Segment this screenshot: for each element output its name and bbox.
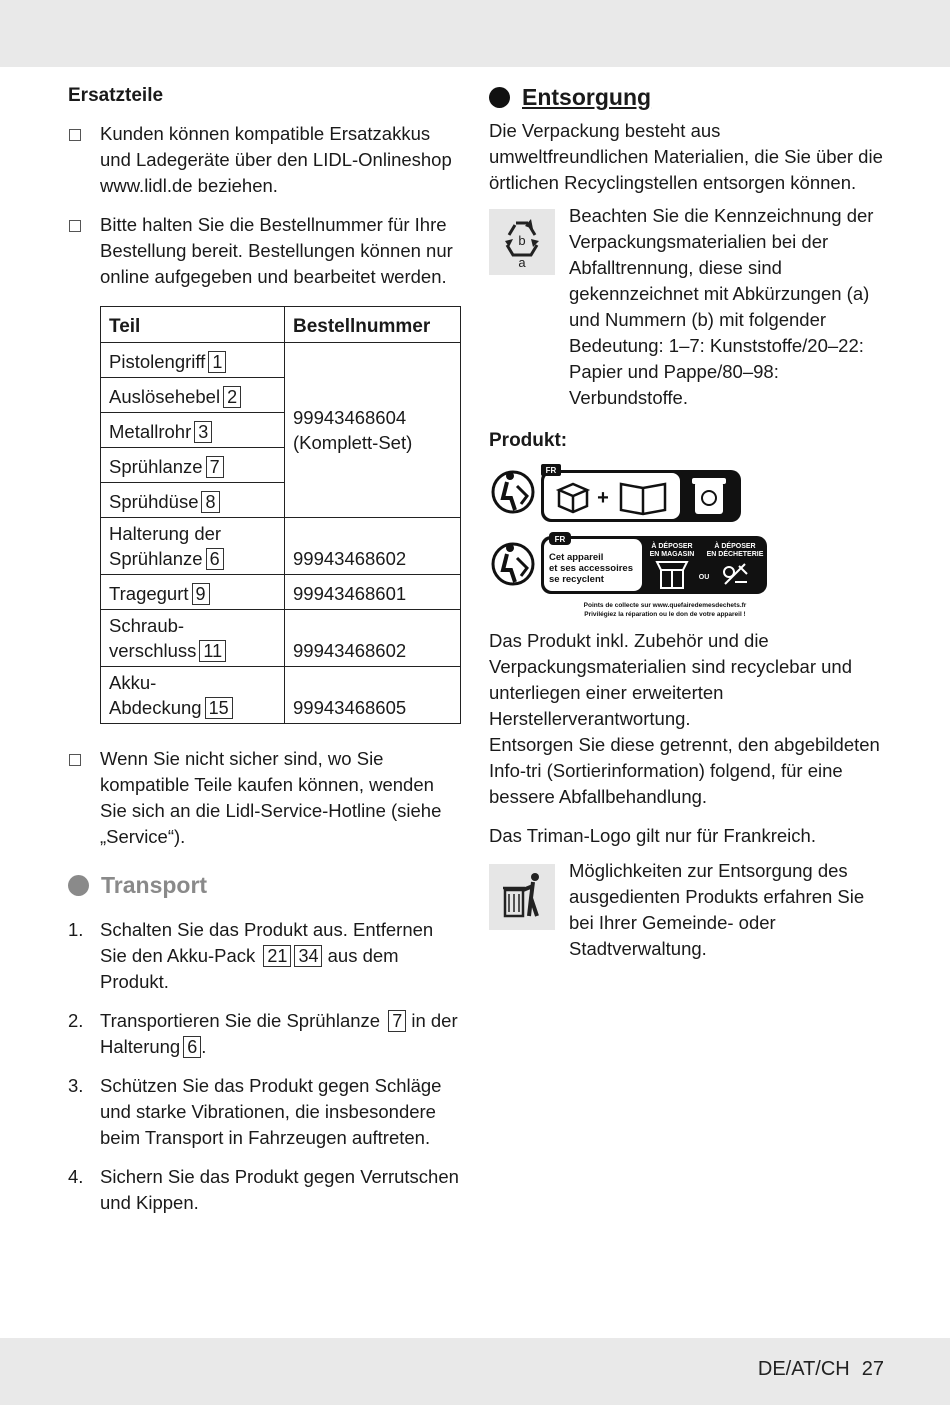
list-item	[68, 121, 463, 199]
disposal-authority-text: Möglichkeiten zur Entsorgung des ausgedienten Produkts erfahren Sie bei Ihrer Gemeinde- oder Stadtverwaltung.	[569, 860, 865, 959]
bullet-text: Kunden können kompatible Ersatzakkus und Ladegeräte über den LIDL-Onlineshop www.lidl.de beziehen.	[100, 123, 452, 196]
svg-text:FR: FR	[554, 535, 566, 544]
svg-text:a: a	[518, 255, 526, 270]
list-item	[68, 212, 463, 290]
recycling-bin-icon	[692, 478, 726, 514]
produkt-heading: Produkt:	[489, 430, 568, 451]
table-cell-part: Tragegurt 9	[101, 575, 285, 610]
column-header-part: Teil	[101, 307, 285, 343]
reference-badge: 15	[205, 697, 233, 719]
svg-text:Points de collecte sur www.que: Points de collecte sur www.quefairedemesdechets.fr	[583, 602, 747, 609]
svg-text:À DÉPOSER: À DÉPOSER	[651, 543, 693, 550]
list-item: 4. Sichern Sie das Produkt gegen Verrutschen und Kippen.	[68, 1166, 459, 1213]
reference-badge: 7	[206, 456, 224, 478]
column-header-order-number: Bestellnummer	[285, 307, 461, 343]
table-row	[101, 343, 461, 378]
table-cell-order-number: 99943468604 (Komplett-Set)	[285, 343, 461, 518]
section-title: Entsorgung	[522, 84, 652, 110]
reference-badge: 3	[194, 421, 212, 443]
section-title: Transport	[101, 872, 208, 898]
reference-badge: 1	[208, 351, 226, 373]
reference-badge: 2	[223, 386, 241, 408]
spare-parts-table	[100, 306, 461, 724]
right-column	[489, 84, 884, 962]
table-cell-order-number: 99943468602	[285, 610, 461, 667]
crossed-bin-info	[489, 860, 884, 962]
svg-text:et ses accessoires: et ses accessoires	[549, 563, 633, 574]
ersatzteile-heading: Ersatzteile	[68, 85, 164, 106]
step-number: 2.	[68, 1010, 84, 1031]
reference-badge: 7	[388, 1010, 406, 1032]
triman-note: Das Triman-Logo gilt nur für Frankreich.	[489, 825, 816, 846]
checkbox-bullet-icon	[69, 754, 81, 766]
svg-text:À DÉPOSER: À DÉPOSER	[714, 543, 756, 550]
table-cell-part: Pistolengriff 1	[101, 343, 285, 378]
table-cell-part: Sprühdüse 8	[101, 483, 285, 518]
bullet-text: Wenn Sie nicht sicher sind, wo Sie kompatible Teile kaufen können, wenden Sie sich an die Lidl-Service-Hotline (siehe „Service“).	[100, 748, 442, 847]
product-sorting-text: Entsorgen Sie diese getrennt, den abgebildeten Info-tri (Sortierinformation) folgend, für eine bessere Abfallbehandlung.	[489, 734, 880, 807]
list-item: 3. Schützen Sie das Produkt gegen Schläge und starke Vibrationen, die insbesondere beim Transport in Fahrzeugen auftreten.	[68, 1075, 442, 1148]
triman-product-logo	[489, 532, 779, 622]
table-row	[101, 518, 461, 575]
list-item: 2. Transportieren Sie die Sprühlanze 7 in der Halterung 6 .	[68, 1010, 458, 1057]
checkbox-bullet-icon	[69, 220, 81, 232]
table-row	[101, 575, 461, 610]
disposal-intro: Die Verpackung besteht aus umweltfreundlichen Materialien, die Sie über die örtlichen Recyclingstellen entsorgen können.	[489, 120, 883, 193]
header-band	[0, 0, 950, 67]
reference-badge: 34	[294, 945, 322, 967]
triman-figure-icon	[493, 544, 533, 584]
triman-figure-icon	[493, 472, 533, 512]
recycling-text: Beachten Sie die Kennzeichnung der Verpackungsmaterialien bei der Abfalltrennung, diese sind gekennzeichnet mit Abkürzungen (a) und Nummern (b) mit folgender Bedeutung: 1–7: Kunststoffe/20–22: Papier und Pappe/80–98: Verbundstoffe.	[569, 205, 874, 408]
reference-badge: 11	[199, 640, 226, 662]
entsorgung-section-heading	[489, 84, 884, 111]
table-cell-order-number: 99943468602	[285, 518, 461, 575]
svg-text:Privilégiez la réparation ou l: Privilégiez la réparation ou le don de votre appareil !	[584, 611, 746, 618]
svg-text:FR: FR	[545, 466, 557, 475]
svg-text:EN MAGASIN: EN MAGASIN	[649, 551, 695, 558]
section-dot-icon	[489, 87, 510, 108]
table-cell-part: Halterung der Sprühlanze 6	[101, 518, 285, 575]
table-cell-part: Sprühlanze 7	[101, 448, 285, 483]
triman-packaging-logo	[489, 464, 749, 528]
left-column	[68, 84, 463, 1216]
table-row	[101, 667, 461, 724]
trash-bin-icon	[489, 864, 555, 930]
table-cell-part: Schraub- verschluss 11	[101, 610, 285, 667]
table-cell-order-number: 99943468601	[285, 575, 461, 610]
svg-text:se recyclent: se recyclent	[549, 574, 604, 585]
table-cell-part: Metallrohr 3	[101, 413, 285, 448]
reference-badge: 6	[183, 1036, 201, 1058]
list-item: 1. Schalten Sie das Produkt aus. Entfernen Sie den Akku-Pack 21 34 aus dem Produkt.	[68, 919, 434, 992]
step-number: 4.	[68, 1166, 84, 1187]
table-cell-part: Akku- Abdeckung 15	[101, 667, 285, 724]
checkbox-bullet-icon	[69, 129, 81, 141]
bullet-text: Bitte halten Sie die Bestellnummer für Ihre Bestellung bereit. Bestellungen können nur online aufgegeben und bearbeitet werden.	[100, 214, 453, 287]
table-row	[101, 610, 461, 667]
section-dot-icon	[68, 875, 89, 896]
svg-text:OU: OU	[698, 574, 710, 581]
reference-badge: 6	[206, 548, 224, 570]
page-number: 27	[861, 1358, 884, 1380]
product-recycling-text: Das Produkt inkl. Zubehör und die Verpackungsmaterialien sind recyclebar und unterliegen einer erweiterten Herstellerverantwortung.	[489, 630, 853, 729]
reference-badge: 9	[192, 583, 210, 605]
transport-section-heading	[68, 872, 463, 899]
list-item	[68, 746, 463, 850]
svg-text:b: b	[518, 233, 526, 248]
table-cell-order-number: 99943468605	[285, 667, 461, 724]
page-footer	[758, 1358, 884, 1381]
step-number: 1.	[68, 919, 84, 940]
region-label: DE/AT/CH	[757, 1358, 850, 1380]
table-cell-part: Auslösehebel 2	[101, 378, 285, 413]
table-header-row	[101, 307, 461, 343]
svg-text:+: +	[597, 487, 609, 509]
svg-text:EN DÉCHETERIE: EN DÉCHETERIE	[706, 551, 764, 558]
reference-badge: 8	[201, 491, 219, 513]
recycling-info	[489, 205, 884, 411]
recycling-symbol-icon	[489, 209, 555, 275]
reference-badge: 21	[263, 945, 291, 967]
svg-text:Cet appareil: Cet appareil	[549, 552, 604, 563]
step-number: 3.	[68, 1075, 84, 1096]
